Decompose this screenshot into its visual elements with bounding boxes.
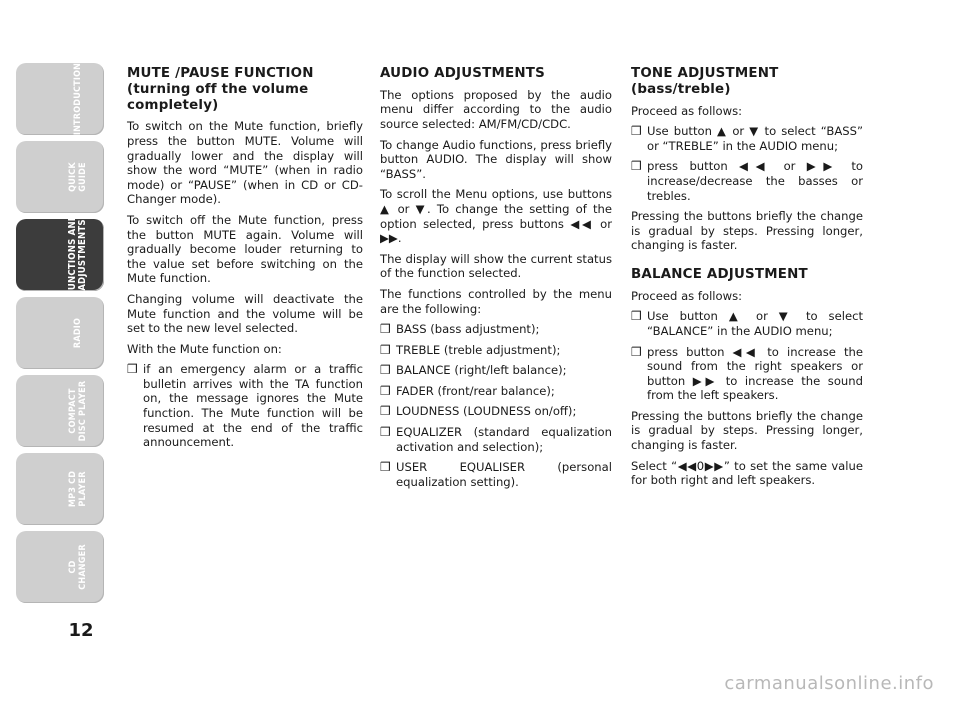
checkbox-bullet-icon: ❒ bbox=[380, 322, 391, 337]
section-heading-mute bbox=[127, 66, 363, 113]
list-item-text: press button ◀◀ to increase the sound from the right speakers or button ▶▶ to increase the sound from the left speakers. bbox=[647, 344, 863, 403]
list-item-text: LOUDNESS (LOUDNESS on/off); bbox=[396, 404, 577, 419]
heading-line: TONE ADJUSTMENT bbox=[631, 66, 779, 81]
tab-label: FUNCTIONS AND ADJUSTMENTS bbox=[67, 213, 88, 297]
list-item bbox=[380, 404, 612, 419]
section-heading-audio: AUDIO ADJUSTMENTS bbox=[380, 66, 545, 81]
tab-label: CD CHANGER bbox=[68, 544, 88, 590]
tab-radio[interactable] bbox=[16, 297, 104, 369]
list-item bbox=[380, 460, 612, 489]
paragraph: Proceed as follows: bbox=[631, 288, 743, 303]
paragraph: To switch off the Mute function, press the button MUTE again. Volume will gradually become louder returning to the value set before switching on the Mute function. bbox=[127, 212, 363, 286]
checkbox-bullet-icon: ❒ bbox=[631, 159, 642, 174]
paragraph: The functions controlled by the menu are the following: bbox=[380, 286, 612, 316]
checkbox-bullet-icon: ❒ bbox=[631, 344, 642, 359]
list-item bbox=[380, 425, 612, 454]
tab-label: COMPACT DISC PLAYER bbox=[68, 380, 88, 442]
list-item-text: EQUALIZER (standard equalization activation and selection); bbox=[396, 425, 612, 454]
list-item bbox=[631, 309, 863, 338]
chapter-tabs bbox=[16, 63, 106, 609]
tab-functions-and-adjustments[interactable] bbox=[16, 213, 104, 297]
list-item-text: FADER (front/rear balance); bbox=[396, 383, 555, 398]
list-item bbox=[631, 159, 863, 203]
list-item-text: if an emergency alarm or a traffic bulletin arrives with the TA function on, the message ignores the Mute function. The Mute function will be resumed at the end of the traffic announcement. bbox=[143, 362, 363, 450]
heading-line: (turning off the volume bbox=[127, 81, 309, 97]
list-item-text: BALANCE (right/left balance); bbox=[396, 363, 567, 378]
checkbox-bullet-icon: ❒ bbox=[380, 460, 391, 475]
section-heading-tone bbox=[631, 66, 863, 98]
paragraph: To switch on the Mute function, briefly press the button MUTE. Volume will gradually lower and the display will show the word “MUTE” (when in radio mode) or “PAUSE” (when in CD or CD-Changer mode). bbox=[127, 119, 363, 207]
list-item bbox=[127, 362, 363, 450]
list-item bbox=[631, 345, 863, 403]
checkbox-bullet-icon: ❒ bbox=[631, 309, 642, 324]
paragraph: With the Mute function on: bbox=[127, 341, 282, 356]
tab-introduction[interactable] bbox=[16, 63, 104, 135]
page-number: 12 bbox=[68, 620, 94, 641]
heading-line: completely) bbox=[127, 97, 219, 113]
heading-line: MUTE /PAUSE FUNCTION bbox=[127, 66, 314, 81]
tab-label: QUICK GUIDE bbox=[68, 162, 88, 192]
column-audio-adjustments bbox=[380, 66, 612, 495]
list-item-text: Use button ▲ or ▼ to select “BASS” or “TREBLE” in the AUDIO menu; bbox=[647, 124, 863, 153]
list-item bbox=[380, 322, 612, 337]
paragraph: Pressing the buttons briefly the change is gradual by steps. Pressing longer, changing is faster. bbox=[631, 408, 863, 453]
checkbox-bullet-icon: ❒ bbox=[380, 404, 391, 419]
checkbox-bullet-icon: ❒ bbox=[380, 383, 391, 398]
checkbox-bullet-icon: ❒ bbox=[631, 124, 642, 139]
tab-label: MP3 CD PLAYER bbox=[68, 470, 88, 508]
column-tone-balance bbox=[631, 66, 863, 494]
heading-line: (bass/treble) bbox=[631, 81, 731, 97]
tab-label: INTRODUCTION bbox=[73, 62, 83, 136]
tab-cd-changer[interactable] bbox=[16, 531, 104, 603]
column-mute-pause bbox=[127, 66, 363, 456]
list-item-text: USER EQUALISER (personal equalization setting). bbox=[396, 460, 612, 489]
list-item bbox=[380, 343, 612, 358]
checkbox-bullet-icon: ❒ bbox=[127, 362, 138, 377]
list-item bbox=[631, 124, 863, 153]
watermark: carmanualsonline.info bbox=[724, 673, 934, 694]
list-item-text: Use button ▲ or ▼ to select “BALANCE” in the AUDIO menu; bbox=[647, 309, 863, 338]
list-item-text: press button ◀◀ or ▶▶ to increase/decrease the basses or trebles. bbox=[647, 159, 863, 203]
paragraph: The display will show the current status of the function selected. bbox=[380, 251, 612, 281]
paragraph: Changing volume will deactivate the Mute function and the volume will be set to the new level selected. bbox=[127, 291, 363, 336]
checkbox-bullet-icon: ❒ bbox=[380, 425, 391, 440]
section-heading-balance: BALANCE ADJUSTMENT bbox=[631, 266, 808, 282]
paragraph: Pressing the buttons briefly the change is gradual by steps. Pressing longer, changing is faster. bbox=[631, 209, 863, 253]
checkbox-bullet-icon: ❒ bbox=[380, 342, 391, 357]
paragraph: To scroll the Menu options, use buttons ▲ or ▼. To change the setting of the option selected, press buttons ◀◀ or ▶▶. bbox=[380, 187, 612, 246]
list-item-text: TREBLE (treble adjustment); bbox=[396, 342, 561, 357]
tab-compact-disc-player[interactable] bbox=[16, 375, 104, 447]
paragraph: The options proposed by the audio menu differ according to the audio source selected: AM/FM/CD/CDC. bbox=[380, 87, 612, 131]
paragraph: To change Audio functions, press briefly button AUDIO. The display will show “BASS”. bbox=[380, 137, 612, 181]
tab-label: RADIO bbox=[73, 317, 83, 349]
list-item-text: BASS (bass adjustment); bbox=[396, 322, 540, 337]
paragraph: Select “◀◀0▶▶” to set the same value for both right and left speakers. bbox=[631, 458, 863, 488]
checkbox-bullet-icon: ❒ bbox=[380, 363, 391, 378]
list-item bbox=[380, 363, 612, 378]
tab-mp3-cd-player[interactable] bbox=[16, 453, 104, 525]
paragraph: Proceed as follows: bbox=[631, 103, 743, 118]
tab-quick-guide[interactable] bbox=[16, 141, 104, 213]
list-item bbox=[380, 384, 612, 399]
